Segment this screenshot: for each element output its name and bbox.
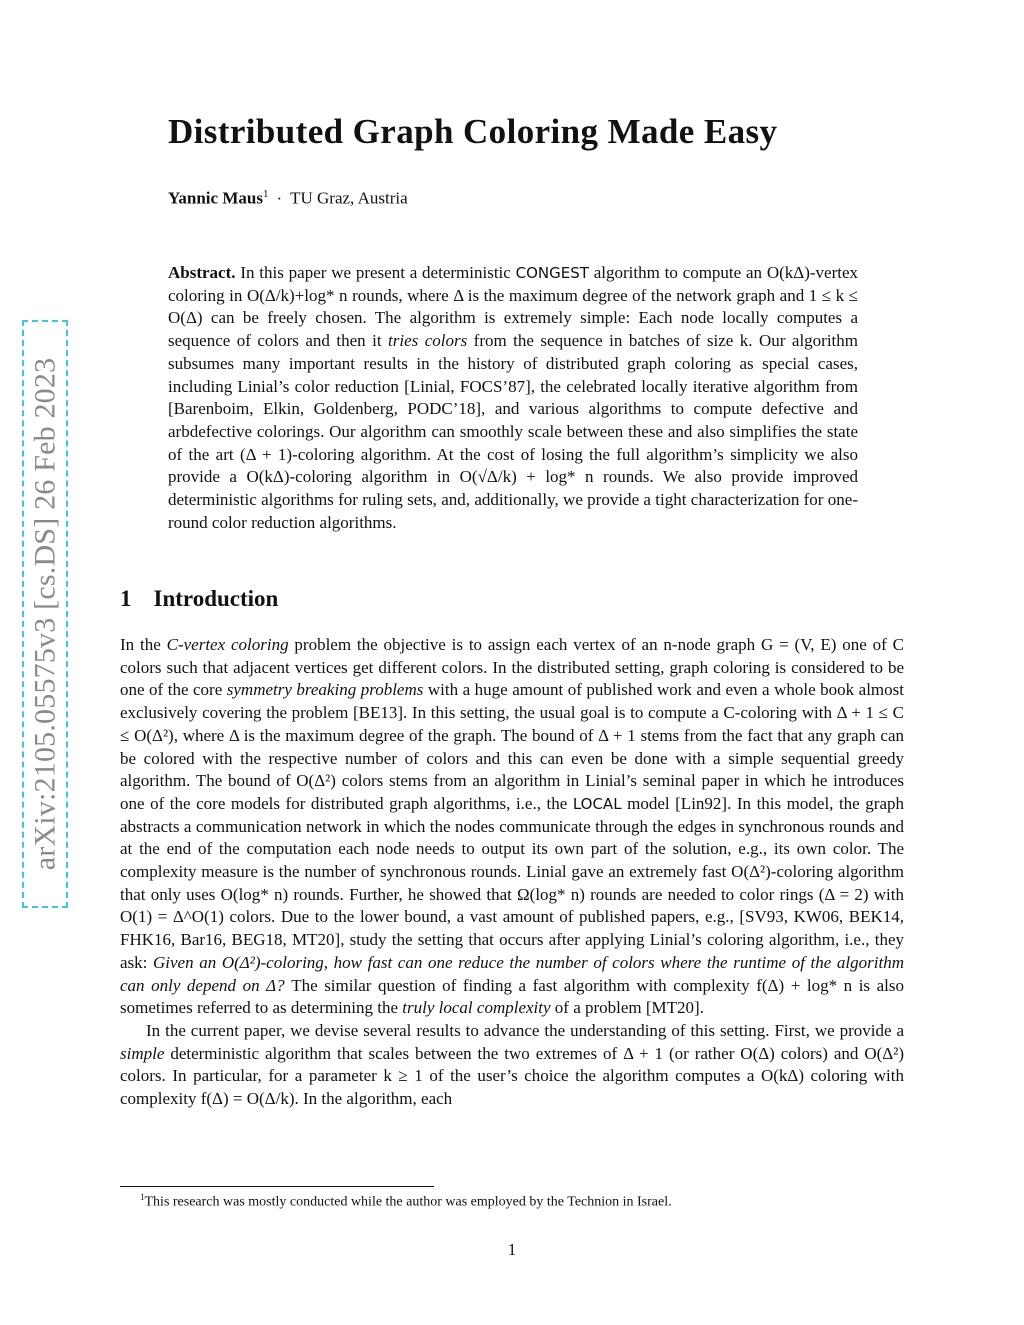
author-footnote-mark[interactable]: 1 (262, 188, 269, 200)
intro-p2-text-a: In the current paper, we devise several results to advance the understanding of this setting. First, we provide a (146, 1020, 904, 1040)
abstract-text-3: from the sequence in batches of size k. Our algorithm subsumes many important results in the history of distributed graph coloring as special cases, including Linial’s color reduction [Linial, FOCS’87], the celebrated locally iterative algorithm from [Barenboim, Elkin, Goldenberg, PODC’18], and various algorithms to compute defective and arbdefective colorings. Our algorithm can smoothly scale between these and also simplifies the state of the art (Δ + 1)-coloring algorithm. At the cost of losing the full algorithm’s simplicity we also provide a O(kΔ)-coloring algorithm in O(√Δ/k) + log* n rounds. We also provide improved deterministic algorithms for ruling sets, and, additionally, we provide a tight characterization for one-round color reduction algorithms. (168, 331, 859, 532)
section-number: 1 (120, 586, 132, 611)
section-heading-introduction (120, 586, 620, 612)
page-number: 1 (507, 1240, 517, 1259)
intro-p1-text-f: of a problem [MT20]. (550, 998, 704, 1018)
abstract-congest-term: CONGEST (515, 264, 589, 282)
intro-paragraph-2 (120, 1020, 904, 1111)
intro-paragraph-1 (120, 634, 904, 1020)
intro-p1-symmetry-breaking: symmetry breaking problems (226, 680, 424, 700)
footnote (140, 1192, 900, 1211)
footnote-text: This research was mostly conducted while the author was employed by the Technion in Israel. (144, 1194, 672, 1210)
intro-p1-c-vertex-coloring: C-vertex coloring (166, 635, 289, 654)
intro-p1-text-a: In the (120, 635, 167, 654)
author-separator: · (276, 188, 283, 208)
intro-p1-text-d: model [Lin92]. In this model, the graph abstracts a communication network in which the nodes communicate through the edges in synchronous rounds and at the end of the computation each node needs to output its own part of the solution, e.g., its own color. The complexity measure is the number of synchronous rounds. Linial gave an extremely fast O(Δ²)-coloring algorithm that only uses O(log* n) rounds. Further, he showed that Ω(log* n) rounds are needed to color rings (Δ = 2) with O(1) = Δ^O(1) colors. Due to the lower bound, a vast amount of published papers, e.g., [SV93, KW06, BEK14, FHK16, Bar16, BEG18, MT20], study the setting that occurs after applying Linial’s coloring algorithm, i.e., they ask: (120, 793, 904, 972)
arxiv-identifier-stamp[interactable] (22, 320, 68, 908)
author-name: Yannic Maus (168, 188, 263, 208)
abstract-label: Abstract. (168, 263, 236, 282)
section-title: Introduction (153, 586, 279, 611)
intro-p2-simple: simple (120, 1043, 165, 1063)
abstract-tries-colors: tries colors (388, 331, 468, 351)
footnote-rule (120, 1186, 434, 1187)
arxiv-identifier-text: arXiv:2105.05575v3 [cs.DS] 26 Feb 2023 (28, 357, 61, 871)
intro-p2-text-b: deterministic algorithm that scales between the two extremes of Δ + 1 (or rather O(Δ) colors) and O(Δ²) colors. In particular, for a parameter k ≥ 1 of the user’s choice the algorithm computes a O(kΔ) coloring with complexity f(Δ) = O(Δ/k). In the algorithm, each (120, 1043, 904, 1109)
intro-p1-question: Given an O(Δ²)-coloring, how fast can one reduce the number of colors where the runtime of the algorithm can only depend on Δ? (120, 952, 904, 995)
abstract (168, 262, 858, 534)
intro-p1-truly-local: truly local complexity (402, 998, 551, 1018)
abstract-text-2: algorithm to compute an O(kΔ)-vertex coloring in O(Δ/k)+log* n rounds, where Δ is the maximum degree of the network graph and 1 ≤ k ≤ O(Δ) can be freely chosen. The algorithm is extremely simple: Each node locally computes a sequence of colors and then it (168, 263, 859, 351)
abstract-text-1: In this paper we present a deterministic (235, 263, 516, 282)
paper-title: Distributed Graph Coloring Made Easy (168, 112, 778, 151)
footnote-mark: 1 (140, 1192, 145, 1202)
introduction-body (120, 634, 904, 1111)
intro-p1-local-term: LOCAL (572, 794, 622, 813)
intro-p1-text-e: The similar question of finding a fast algorithm with complexity f(Δ) + log* n is also sometimes referred to as determining the (120, 975, 904, 1018)
author-line (168, 188, 768, 209)
author-affiliation: TU Graz, Austria (290, 188, 408, 208)
intro-p1-text-b: problem the objective is to assign each vertex of an n-node graph G = (V, E) one of C colors such that adjacent vertices get different colors. In the distributed setting, graph coloring is considered to be one of the core (120, 635, 904, 700)
intro-p1-text-c: with a huge amount of published work and even a whole book almost exclusively covering the problem [BE13]. In this setting, the usual goal is to compute a C-coloring with Δ + 1 ≤ C ≤ O(Δ²), where Δ is the maximum degree of the graph. The bound of Δ + 1 stems from the fact that any graph can be colored with the respective number of colors and this can even be done with a simple sequential greedy algorithm. The bound of O(Δ²) colors stems from an algorithm in Linial’s seminal paper in which he introduces one of the core models for distributed graph algorithms, i.e., the (120, 680, 904, 813)
